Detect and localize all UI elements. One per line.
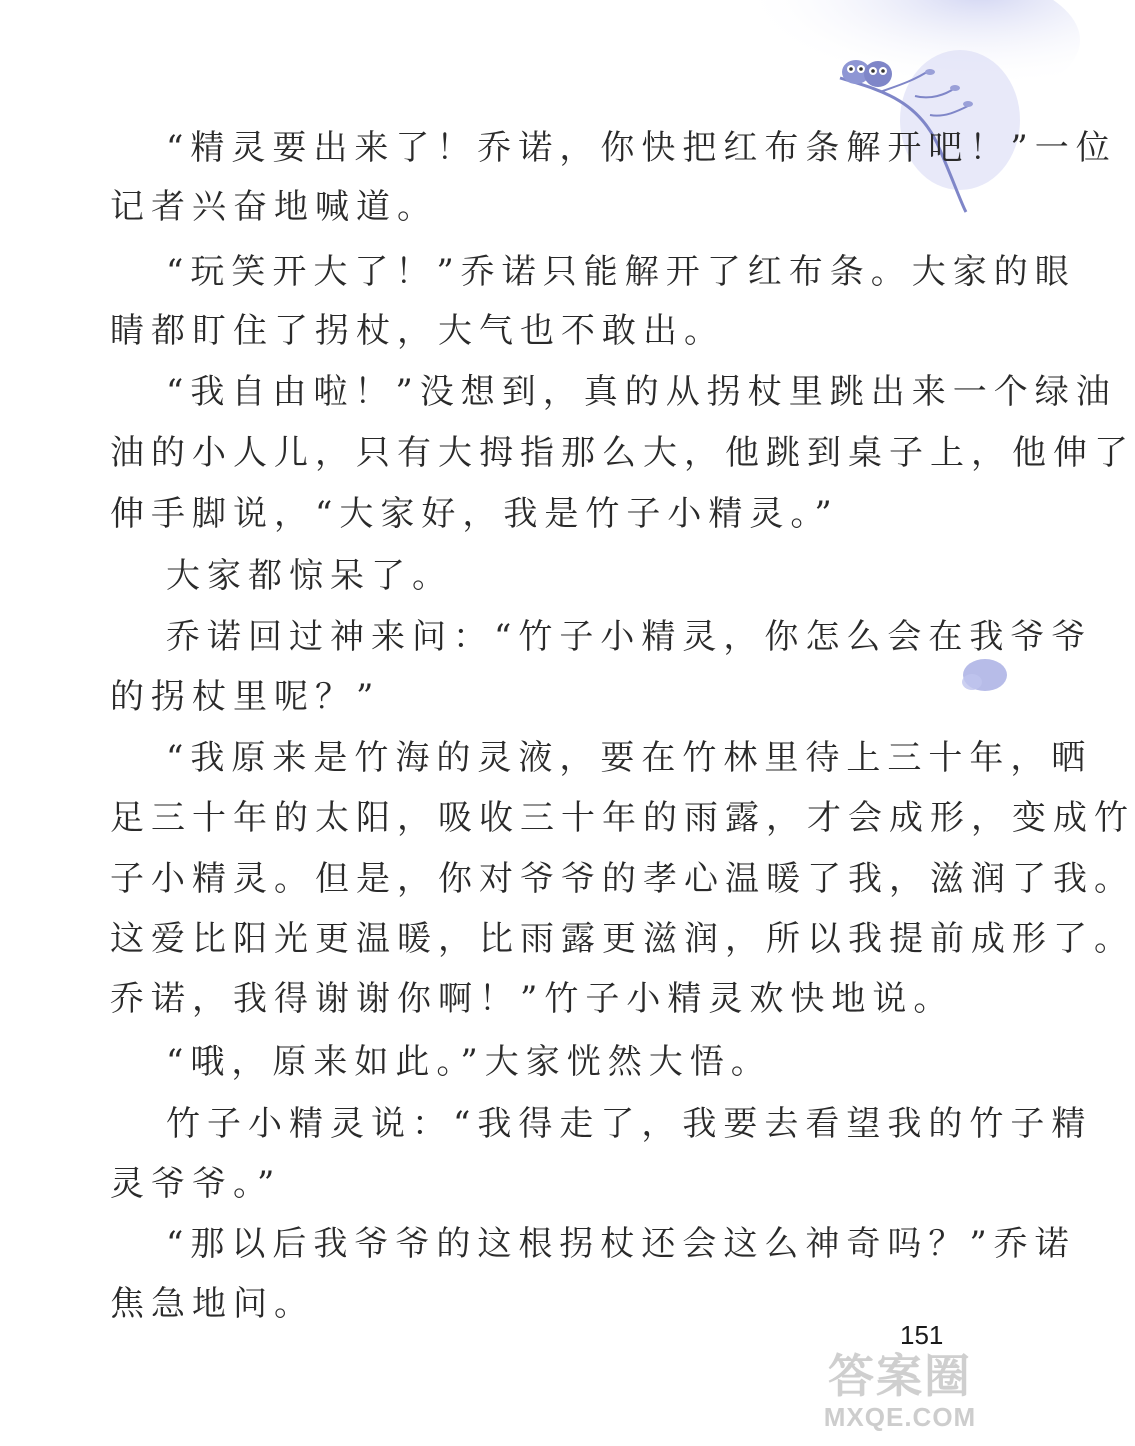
text-line: “精灵要出来了！乔诺，你快把红布条解开吧！”一位 <box>166 128 1117 168</box>
text-line: “我自由啦！”没想到，真的从拐杖里跳出来一个绿油 <box>166 372 1117 412</box>
text-line: 乔诺回过神来问：“竹子小精灵，你怎么会在我爷爷 <box>166 617 1093 657</box>
watermark-logo: 答案圈 <box>828 1350 972 1402</box>
watermark-site: MXQE.COM <box>823 1402 977 1432</box>
text-line: 子小精灵。但是，你对爷爷的孝心温暖了我，滋润了我。 <box>110 859 1135 899</box>
text-line: “那以后我爷爷的这根拐杖还会这么神奇吗？”乔诺 <box>166 1224 1076 1264</box>
text-line: “玩笑开大了！”乔诺只能解开了红布条。大家的眼 <box>166 252 1076 292</box>
paint-splash-decoration <box>0 0 1000 720</box>
text-line: “哦，原来如此。”大家恍然大悟。 <box>166 1042 772 1082</box>
text-line: 伸手脚说，“大家好，我是竹子小精灵。” <box>110 494 839 534</box>
text-line: “我原来是竹海的灵液，要在竹林里待上三十年，晒 <box>166 738 1093 778</box>
text-line: 足三十年的太阳，吸收三十年的雨露，才会成形，变成竹 <box>110 798 1135 838</box>
text-line: 睛都盯住了拐杖，大气也不敢出。 <box>110 311 725 351</box>
text-line: 油的小人儿，只有大拇指那么大，他跳到桌子上，他伸了 <box>110 433 1135 473</box>
text-line: 灵爷爷。” <box>110 1164 282 1204</box>
text-line: 的拐杖里呢？” <box>110 677 381 717</box>
text-line: 大家都惊呆了。 <box>166 556 453 596</box>
text-line: 记者兴奋地喊道。 <box>110 187 438 227</box>
text-line: 乔诺，我得谢谢你啊！”竹子小精灵欢快地说。 <box>110 979 955 1019</box>
text-line: 焦急地问。 <box>110 1284 315 1324</box>
text-line: 这爱比阳光更温暖，比雨露更滋润，所以我提前成形了。 <box>110 919 1135 959</box>
watermark <box>800 1350 1000 1446</box>
page-number: 151 <box>900 1320 944 1350</box>
text-line: 竹子小精灵说：“我得走了，我要去看望我的竹子精 <box>166 1104 1093 1144</box>
